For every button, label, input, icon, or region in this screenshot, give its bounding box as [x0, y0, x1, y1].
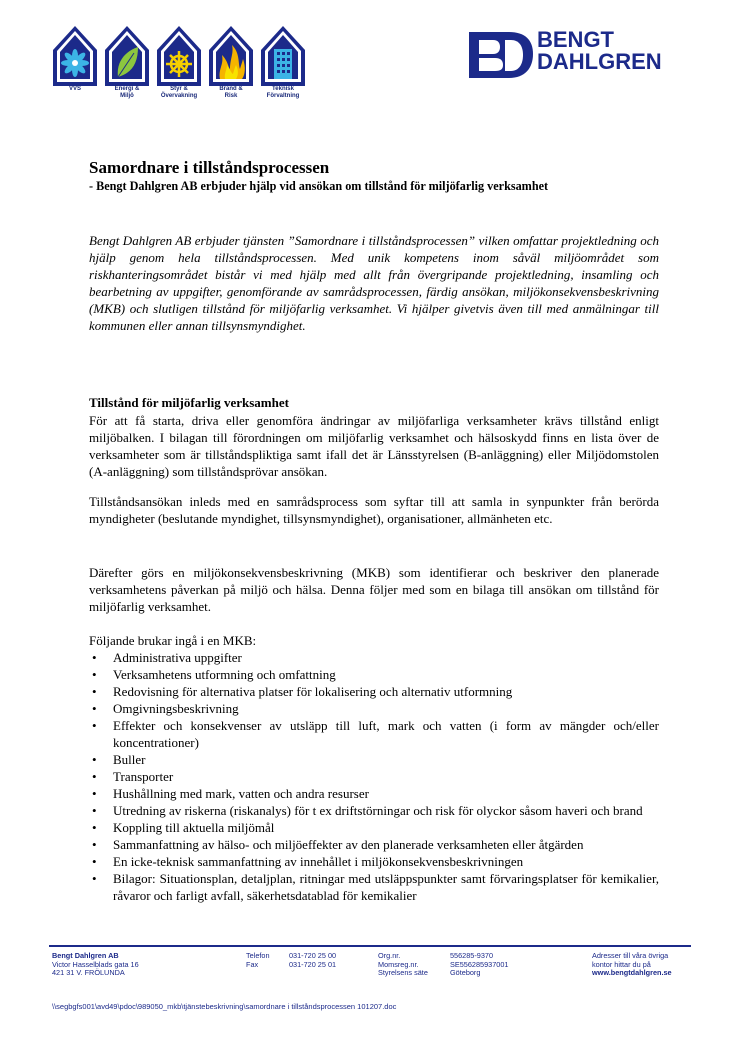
paragraph-1: För att få starta, driva eller genomföra ändringar av miljöfarliga verksamheter krävs tillstånd enligt miljöbalken. I bilagan till förordningen om miljöfarlig verksamhet och hälsoskydd finns en lista över de verksamheter som är tillståndspliktiga samt ifall det är Länsstyrelsen (B-anläggning) eller Miljödomstolen (A-anläggning) som tillståndsprövar ansökan. — [89, 413, 659, 479]
control-wheel-icon — [156, 25, 202, 87]
icon-label-styr: Styr & Övervakning — [160, 86, 198, 99]
footer-divider — [49, 945, 691, 947]
paragraph-4: Följande brukar ingå i en MKB: — [89, 633, 257, 648]
fire-flame-icon — [208, 25, 254, 87]
logo-wordmark: BENGT DAHLGREN — [537, 27, 662, 74]
list-item: • Koppling till aktuella miljömål — [89, 819, 659, 836]
mkb-list — [89, 649, 659, 904]
vvs-fan-icon — [52, 25, 98, 87]
list-item: • Redovisning för alternativa platser för lokalisering och alternativ utformning — [89, 683, 659, 700]
footer-address: Bengt Dahlgren AB Victor Hasselblads gata 16 421 31 V. FRÖLUNDA — [52, 951, 139, 977]
website-link[interactable]: www.bengtdahlgren.se — [592, 968, 672, 977]
icon-label-teknisk: Teknisk Förvaltning — [266, 86, 300, 99]
icon-label-energi: Energi & Miljö — [114, 86, 140, 99]
paragraph-2: Tillståndsansökan inleds med en samrådsprocess som syftar till att samla in synpunkter från berörda myndigheter (beslutande myndighet, tillsynsmyndighet), organisationer, allmänheten etc. — [89, 494, 659, 526]
list-item: • Transporter — [89, 768, 659, 785]
list-item: • Bilagor: Situationsplan, detaljplan, ritningar med utsläppspunkter samt förvaringsplatser för kemikalier, råvaror och farligt avfall, säkerhetsdatablad för kemikalier — [89, 870, 659, 904]
intro-paragraph: Bengt Dahlgren AB erbjuder tjänsten ”Samordnare i tillståndsprocessen” vilken omfattar projektledning och hjälp genom hela tillståndsprocessen. Med unik kompetens inom såväl miljöområdet som riskhanteringsområdet bistår vi med hjälp med allt från övergripande projektledning, insamling och bearbetning av uppgifter, genomförande av samrådsprocessen, färdig ansökan, miljökonsekvensbeskrivning (MKB) och slutligen tillstånd för miljöfarlig verksamhet. Vi hjälper givetvis även till med anmälningar till kommunen eller annan tillsynsmyndighet. — [89, 233, 659, 333]
footer-contact-labels: Telefon Fax — [246, 951, 270, 969]
page-subtitle: - Bengt Dahlgren AB erbjuder hjälp vid ansökan om tillstånd för miljöfarlig verksamhet — [89, 179, 549, 193]
list-item: • Effekter och konsekvenser av utsläpp till luft, mark och vatten (i form av mängder och/eller koncentrationer) — [89, 717, 659, 751]
icon-label-vvs: VVS — [68, 86, 81, 92]
page-title: Samordnare i tillståndsprocessen — [89, 158, 330, 177]
building-icon — [260, 25, 306, 87]
footer-offices: Adresser till våra övriga kontor hittar du på www.bengtdahlgren.se — [592, 951, 672, 977]
list-item: • Sammanfattning av hälso- och miljöeffekter av den planerade verksamheten eller åtgärden — [89, 836, 659, 853]
list-item: • Buller — [89, 751, 659, 768]
footer-org-values: 556285-9370 SE556285937001 Göteborg — [450, 951, 509, 977]
section-heading: Tillstånd för miljöfarlig verksamhet — [89, 395, 289, 410]
icon-label-brand: Brand & Risk — [219, 86, 243, 99]
service-icons — [52, 25, 306, 105]
energy-leaf-icon — [104, 25, 150, 87]
list-item: • En icke-teknisk sammanfattning av innehållet i miljökonsekvensbeskrivningen — [89, 853, 659, 870]
footer-contact-values: 031-720 25 00 031-720 25 01 — [289, 951, 337, 969]
list-item: • Omgivningsbeskrivning — [89, 700, 659, 717]
list-item: • Administrativa uppgifter — [89, 649, 659, 666]
file-path: \\segbgfs001\avd49\pdoc\989050_mkb\tjänstebeskrivning\samordnare i tillståndsprocessen 101207.doc — [52, 1002, 397, 1011]
paragraph-3: Därefter görs en miljökonsekvensbeskrivning (MKB) som identifierar och beskriver den planerade verksamhetens påverkan på miljö och hälsa. Denna följer med som en bilaga till ansökan om tillstånd för miljöfarlig verksamhet. — [89, 565, 659, 614]
list-item: • Hushållning med mark, vatten och andra resurser — [89, 785, 659, 802]
footer-org-labels: Org.nr. Momsreg.nr. Styrelsens säte — [378, 951, 428, 977]
list-item: • Verksamhetens utformning och omfattning — [89, 666, 659, 683]
list-item: • Utredning av riskerna (riskanalys) för t ex driftstörningar och risk för olyckor såsom haveri och brand — [89, 802, 659, 819]
